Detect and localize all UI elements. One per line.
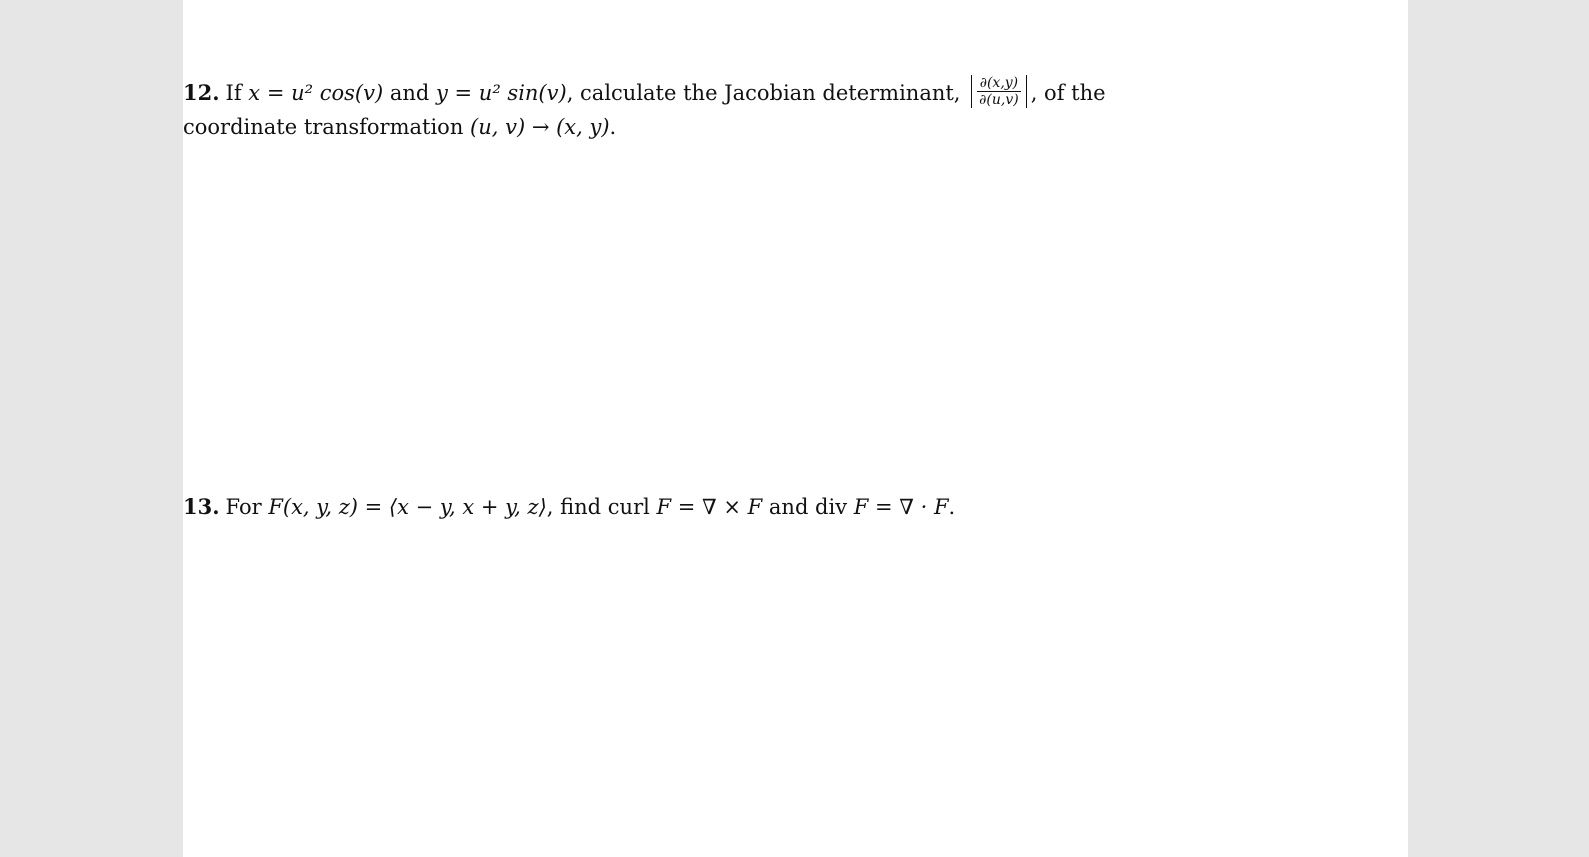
problem-13-find-text: , find curl: [546, 495, 657, 519]
jacobian-denominator: ∂(u,v): [979, 92, 1019, 108]
problem-13-line-1: [183, 490, 955, 524]
problem-12: [183, 76, 1106, 144]
problem-12-line-1: [183, 76, 1106, 111]
equation-y: y = u² sin(v): [435, 81, 567, 105]
jacobian-numerator: ∂(x,y): [977, 75, 1021, 92]
problem-12-middle: , calculate the Jacobian determinant,: [566, 81, 968, 105]
transformation-math: (u, v) → (x, y): [470, 115, 610, 139]
and-word: and: [383, 81, 436, 105]
problem-13-and-div: and div: [762, 495, 854, 519]
div-expression: F = ∇ · F: [853, 495, 949, 519]
curl-expression: F = ∇ × F: [656, 495, 763, 519]
equation-x: x = u² cos(v): [248, 81, 384, 105]
problem-12-number: 12.: [183, 80, 220, 105]
problem-13: [183, 490, 955, 524]
problem-13-number: 13.: [183, 494, 220, 519]
problem-13-intro: For: [225, 495, 269, 519]
problem-12-line-2: [183, 111, 1106, 144]
problem-12-line2-text: coordinate transformation: [183, 115, 471, 139]
problem-13-end: .: [948, 495, 956, 519]
problem-12-line2-end: .: [609, 115, 617, 139]
problem-12-after-jacobian: , of the: [1030, 81, 1106, 105]
jacobian-determinant: [971, 75, 1027, 108]
problem-12-intro: If: [225, 81, 249, 105]
vector-field: F(x, y, z) = ⟨x − y, x + y, z⟩: [268, 495, 547, 519]
